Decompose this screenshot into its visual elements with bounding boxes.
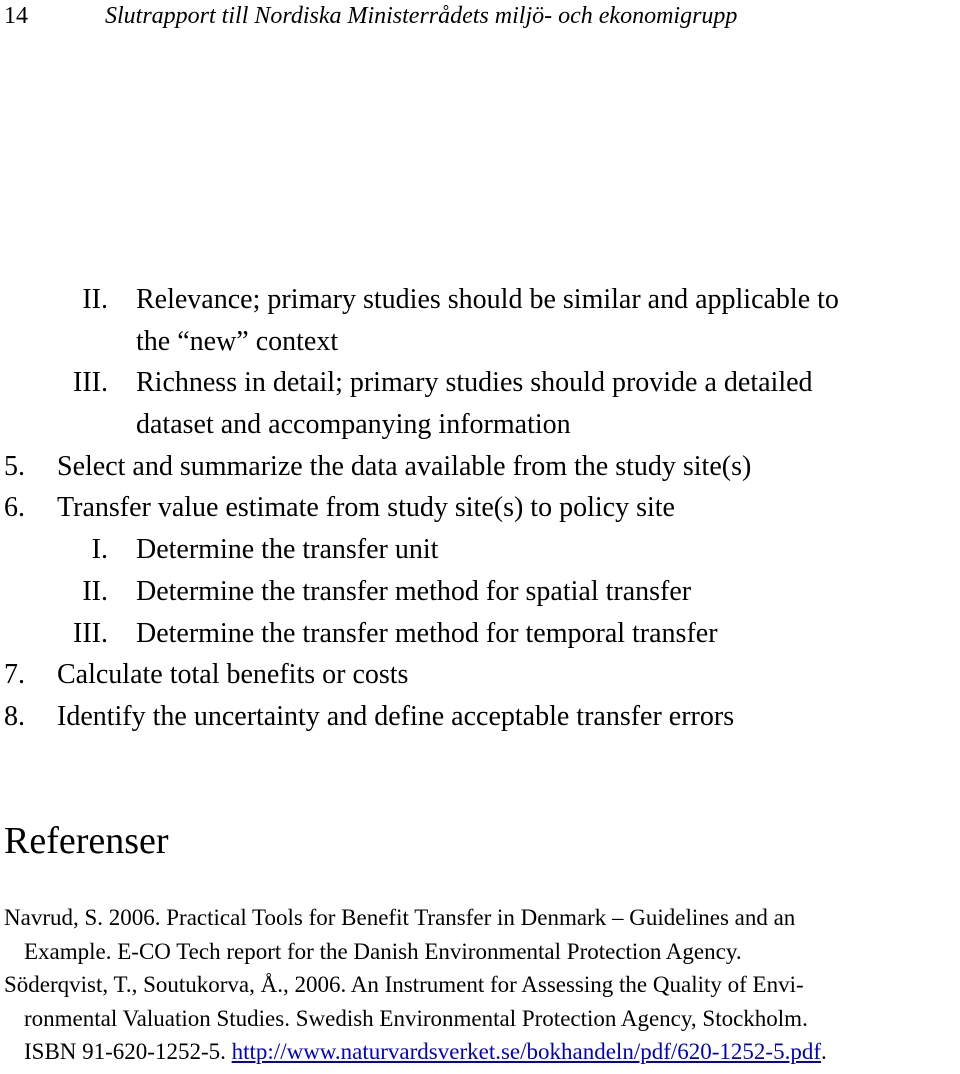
- list-item: [0, 696, 960, 738]
- list-item-text: Relevance; primary studies should be similar and applicable to: [136, 284, 839, 315]
- list-marker: I.: [91, 534, 108, 566]
- list-number: 8.: [4, 700, 25, 732]
- running-head: Slutrapport till Nordiska Ministerrådets miljö- och ekonomigrupp: [105, 3, 738, 29]
- list-item-text: Identify the uncertainty and define acceptable transfer errors: [57, 700, 735, 732]
- reference-line: Söderqvist, T., Soutukorva, Å., 2006. An Instrument for Assessing the Quality of Envi-: [4, 972, 804, 997]
- list-item-text: Richness in detail; primary studies should provide a detailed: [136, 367, 813, 399]
- list-item-text: Determine the transfer unit: [136, 534, 439, 566]
- reference-line: ronmental Valuation Studies. Swedish Environmental Protection Agency, Stockholm.: [24, 1005, 808, 1031]
- method-steps-list: [0, 279, 960, 738]
- list-marker: II.: [82, 575, 108, 607]
- list-item-continuation: [0, 321, 960, 363]
- list-marker: III.: [73, 367, 108, 399]
- list-number: 5.: [4, 450, 25, 482]
- isbn-text: ISBN 91-620-1252-5.: [24, 1039, 226, 1064]
- list-item: [0, 529, 960, 571]
- reference-line: Navrud, S. 2006. Practical Tools for Benefit Transfer in Denmark – Guidelines and an: [4, 905, 796, 930]
- page-number: 14: [4, 3, 28, 29]
- list-item-text: Select and summarize the data available from the study site(s): [57, 450, 752, 482]
- list-number: 7.: [4, 659, 25, 691]
- list-item-text: Transfer value estimate from study site(s) to policy site: [57, 492, 675, 524]
- reference-link[interactable]: http://www.naturvardsverket.se/bokhandeln/pdf/620-1252-5.pdf: [231, 1039, 821, 1064]
- list-item-text: Calculate total benefits or costs: [57, 659, 409, 691]
- list-item-text: Determine the transfer method for temporal transfer: [136, 617, 718, 649]
- list-item-text: the “new” context: [136, 325, 339, 357]
- list-item: [0, 446, 960, 488]
- list-item-continuation: [0, 404, 960, 446]
- list-marker: II.: [82, 284, 108, 315]
- reference-line: Example. E-CO Tech report for the Danish Environmental Protection Agency.: [24, 938, 742, 964]
- reference-line: [4, 1035, 954, 1069]
- list-item-text: dataset and accompanying information: [136, 409, 571, 441]
- page-header: [0, 0, 960, 40]
- section-heading: Referenser: [4, 820, 169, 862]
- list-item: [0, 487, 960, 529]
- list-item: [0, 571, 960, 613]
- list-marker: III.: [73, 617, 108, 649]
- list-item-text: Determine the transfer method for spatial transfer: [136, 575, 692, 607]
- list-item: [0, 279, 960, 321]
- list-item: [0, 654, 960, 696]
- reference-line-end: .: [821, 1039, 827, 1064]
- list-item: [0, 613, 960, 655]
- list-item: [0, 362, 960, 404]
- list-number: 6.: [4, 492, 25, 524]
- reference-list: [4, 901, 954, 1069]
